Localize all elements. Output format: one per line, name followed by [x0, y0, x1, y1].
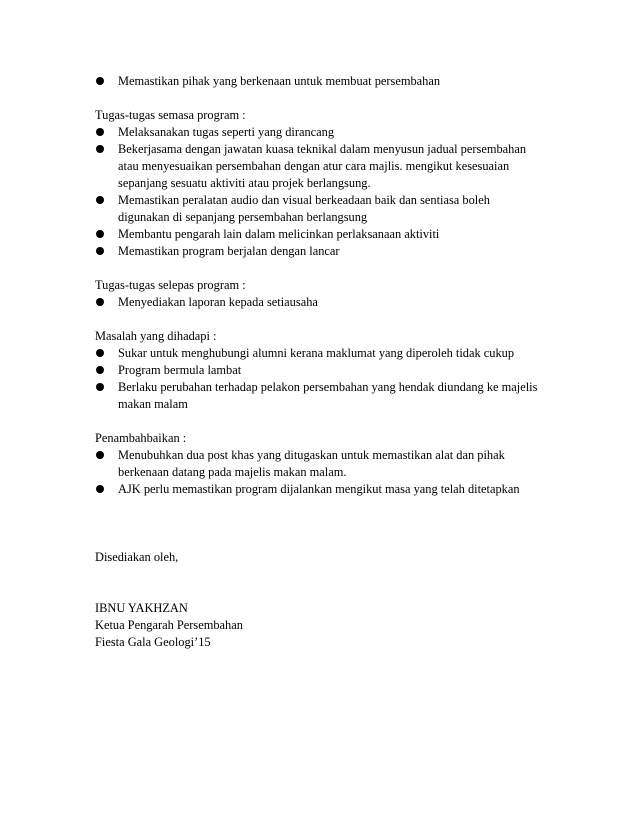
section-list — [95, 294, 555, 311]
list-item-text: berkenaan datang pada majelis makan malam. — [118, 465, 347, 479]
list-item — [95, 73, 555, 90]
list-item — [95, 481, 555, 498]
list-item — [95, 447, 555, 481]
section-list — [95, 124, 555, 260]
list-item-text: Program bermula lambat — [118, 363, 242, 377]
signatory-name: IBNU YAKHZAN — [95, 601, 188, 615]
list-item-text: digunakan di sepanjang persembahan berlangsung — [118, 210, 368, 224]
bullet-icon — [96, 77, 104, 85]
section-list — [95, 345, 555, 413]
list-item — [95, 362, 555, 379]
signature-block — [95, 600, 555, 651]
list-item-text: Berlaku perubahan terhadap pelakon persembahan yang hendak diundang ke majelis — [118, 380, 538, 394]
list-item-text: Memastikan pihak yang berkenaan untuk membuat persembahan — [118, 74, 441, 88]
list-item-text: sepanjang sesuatu aktiviti atau projek berlangsung. — [118, 176, 371, 190]
list-item-text: Bekerjasama dengan jawatan kuasa teknikal dalam menyusun jadual persembahan — [118, 142, 527, 156]
list-item-text: atau menyesuaikan persembahan dengan atur cara majlis. mengikut kesesuaian — [118, 159, 510, 173]
list-item-text: AJK perlu memastikan program dijalankan mengikut masa yang telah ditetapkan — [118, 482, 520, 496]
list-item-text: Menyediakan laporan kepada setiausaha — [118, 295, 318, 309]
list-item — [95, 192, 555, 226]
list-item — [95, 243, 555, 260]
bullet-icon — [96, 383, 104, 391]
list-item — [95, 141, 555, 192]
document-body — [95, 73, 555, 651]
bullet-icon — [96, 145, 104, 153]
list-item — [95, 294, 555, 311]
list-item-text: makan malam — [118, 397, 188, 411]
bullet-icon — [96, 366, 104, 374]
intro-list — [95, 73, 555, 90]
bullet-icon — [96, 451, 104, 459]
bullet-icon — [96, 298, 104, 306]
event-name: Fiesta Gala Geologi’15 — [95, 635, 211, 649]
section-list — [95, 447, 555, 498]
list-item-text: Menubuhkan dua post khas yang ditugaskan untuk memastikan alat dan pihak — [118, 448, 505, 462]
list-item — [95, 379, 555, 413]
bullet-icon — [96, 349, 104, 357]
bullet-icon — [96, 196, 104, 204]
prepared-by-label: Disediakan oleh, — [95, 550, 179, 564]
bullet-icon — [96, 128, 104, 136]
list-item-text: Sukar untuk menghubungi alumni kerana maklumat yang diperoleh tidak cukup — [118, 346, 515, 360]
list-item — [95, 124, 555, 141]
section-heading: Tugas-tugas semasa program : — [95, 108, 246, 122]
section-heading: Tugas-tugas selepas program : — [95, 278, 246, 292]
bullet-icon — [96, 230, 104, 238]
list-item-text: Membantu pengarah lain dalam melicinkan perlaksanaan aktiviti — [118, 227, 440, 241]
section-heading: Masalah yang dihadapi : — [95, 329, 217, 343]
signatory-position: Ketua Pengarah Persembahan — [95, 618, 243, 632]
list-item-text: Melaksanakan tugas seperti yang dirancang — [118, 125, 335, 139]
list-item-text: Memastikan peralatan audio dan visual berkeadaan baik dan sentiasa boleh — [118, 193, 490, 207]
bullet-icon — [96, 485, 104, 493]
list-item — [95, 226, 555, 243]
section-heading: Penambahbaikan : — [95, 431, 187, 445]
list-item — [95, 345, 555, 362]
list-item-text: Memastikan program berjalan dengan lancar — [118, 244, 340, 258]
bullet-icon — [96, 247, 104, 255]
